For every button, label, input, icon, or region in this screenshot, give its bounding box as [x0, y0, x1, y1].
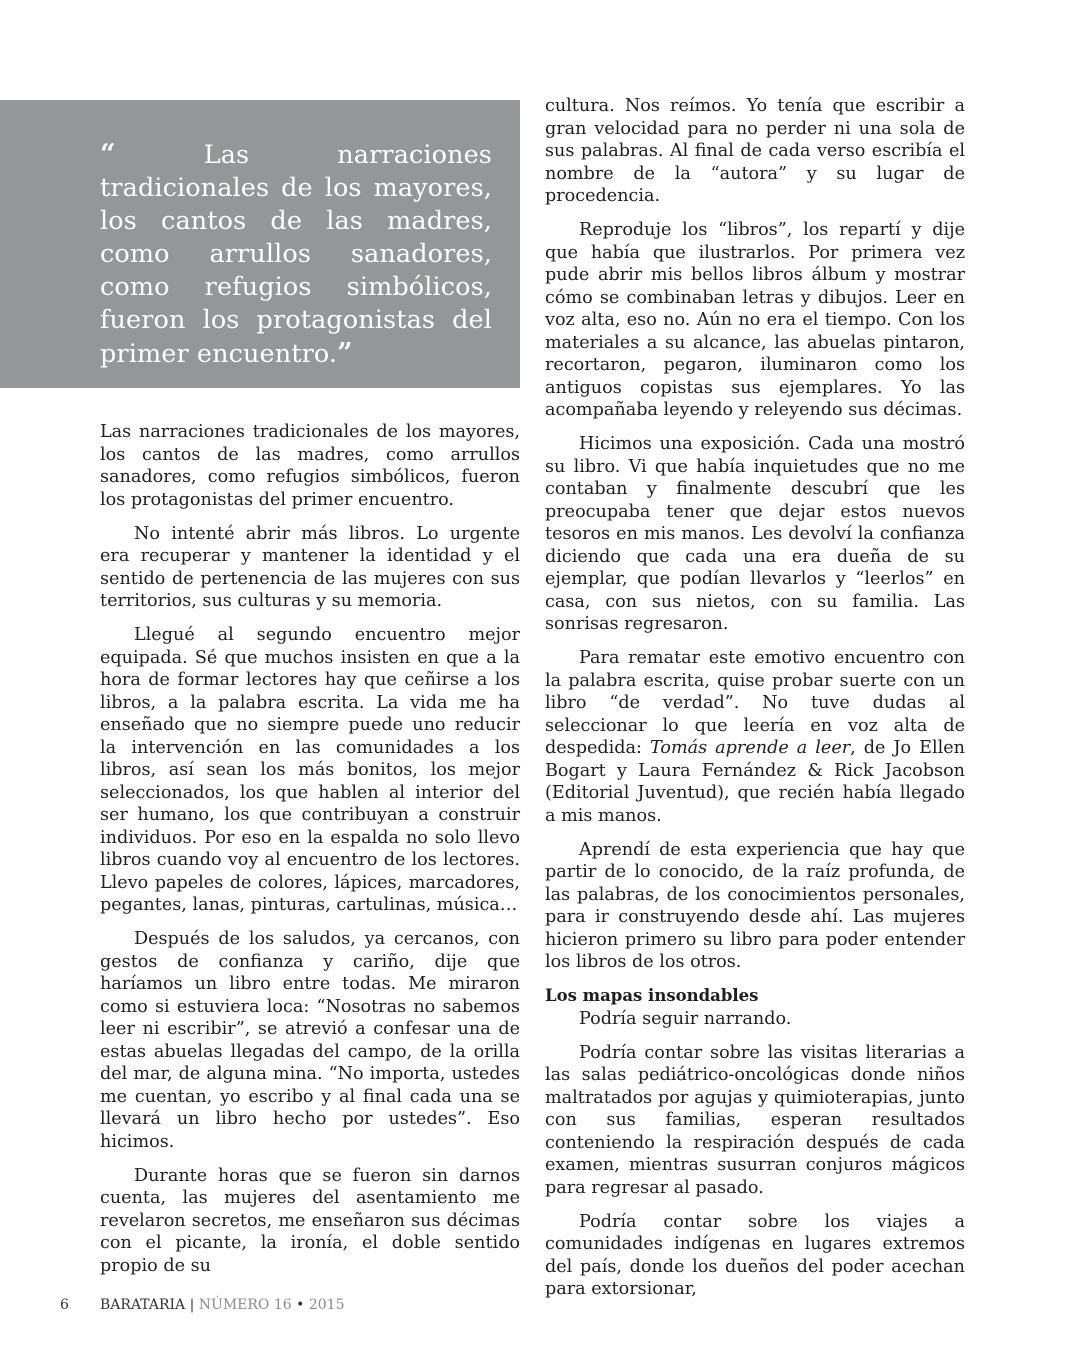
footer-separator: | [189, 1297, 195, 1313]
paragraph: cultura. Nos reímos. Yo tenía que escribir a gran velocidad para no perder ni una sola de sus palabras. Al final de cada verso escribía el nombre de la “autora” y su lugar de procedencia. [545, 96, 965, 206]
paragraph: Llegué al segundo encuentro mejor equipada. Sé que muchos insisten en que a la hora de formar lectores hay que ceñirse a los libros, a la palabra escrita. La vida me ha enseñado que no siempre puede uno reducir la intervención en las comunidades a los libros, así sean los más bonitos, los mejor seleccionados, los que hablen al interior del ser humano, los que contribuyan a construir individuos. Por eso en la espalda no solo llevo libros cuando voy al encuentro de los lectores. Llevo papeles de colores, lápices, marcadores, pegantes, lanas, pinturas, cartulinas, música… [100, 625, 520, 915]
paragraph: Aprendí de esta experiencia que hay que partir de lo conocido, de la raíz profunda, de las palabras, de los conocimientos personales, para ir construyendo desde ahí. Las mujeres hicieron primero su libro para poder entender los libros de los otros. [545, 839, 965, 972]
paragraph: Hicimos una exposición. Cada una mostró su libro. Vi que había inquietudes que no me contaban y finalmente descubrí que les preocupaba tener que dejar estos nuevos tesoros en mis manos. Les devolví la confianza diciendo que cada una era dueña de su ejemplar, que podían llevarlos y “leerlos” en casa, con sus nietos, con su familia. Las sonrisas regresaron. [545, 434, 965, 634]
paragraph: Podría contar sobre los viajes a comunidades indígenas en lugares extremos del país, donde los dueños del poder acechan para extorsionar, [545, 1211, 965, 1299]
paragraph: No intenté abrir más libros. Lo urgente era recuperar y mantener la identidad y el sentido de pertenencia de las mujeres con sus territorios, sus culturas y su memoria. [100, 523, 520, 611]
pull-quote-box [0, 100, 520, 388]
paragraph-text: , de Jo Ellen Bogart y Laura Fernández & Rick Jacobson (Editorial Juventud), que recién había llegado a mis manos. [545, 738, 966, 826]
paragraph: Después de los saludos, ya cercanos, con gestos de confianza y cariño, dije que haríamos un libro entre todas. Me miraron como si estuviera loca: “Nosotras no sabemos leer ni escribir”, se atrevió a confesar una de estas abuelas llegadas del campo, de la orilla del mar, de alguna mina. “No importa, ustedes me cuentan, yo escribo y al final cada una se llevará un libro hecho por ustedes”. Eso hicimos. [100, 929, 520, 1152]
paragraph: Podría contar sobre las visitas literarias a las salas pediátrico-oncológicas donde niños maltratados por agujas y quimioterapias, junto con sus familias, esperan resultados conteniendo la respiración después de cada examen, mientras susurran conjuros mágicos para regresar al pasado. [545, 1042, 965, 1198]
magazine-name: BARATARIA [100, 1297, 186, 1313]
paragraph: Reproduje los “libros”, los repartí y dije que había que ilustrarlos. Por primera vez pude abrir mis bellos libros álbum y mostrar cómo se combinaban letras y dibujos. Leer en voz alta, eso no. Aún no era el tiempo. Con los materiales a su alcance, las abuelas pintaron, recortaron, pegaron, iluminaron como los antiguos copistas sus ejemplares. Yo las acompañaba leyendo y releyendo sus décimas. [545, 220, 965, 420]
pull-quote-text [100, 138, 492, 371]
pull-quote-body: Las narraciones tradicionales de los mayores, los cantos de las madres, como arrullos sanadores, como refugios simbólicos, fueron los protagonistas del primer encuentro. [100, 140, 492, 369]
paragraph [545, 647, 965, 827]
paragraph: Durante horas que se fueron sin darnos cuenta, las mujeres del asentamiento me revelaron secretos, me enseñaron sus décimas con el picante, la ironía, el doble sentido propio de su [100, 1165, 520, 1276]
page-footer [60, 1297, 344, 1313]
book-title: Tomás aprende a leer [649, 738, 851, 758]
paragraph: Las narraciones tradicionales de los mayores, los cantos de las madres, como arrullos sanadores, como refugios simbólicos, fueron los protagonistas del primer encuentro. [100, 422, 520, 510]
footer-bullet: • [296, 1297, 305, 1313]
section-heading: Los mapas insondables [545, 986, 759, 1005]
issue-number: NÚMERO 16 [198, 1297, 292, 1313]
left-column [100, 421, 520, 1289]
issue-year: 2015 [308, 1297, 345, 1313]
paragraph-text: Para rematar este emotivo encuentro con la palabra escrita, quise probar suerte con un libro “de verdad”. No tuve dudas al seleccionar lo que leería en voz alta de despedida: [545, 648, 965, 758]
paragraph: Podría seguir narrando. [579, 1008, 792, 1029]
page-number: 6 [60, 1297, 69, 1313]
open-quote-mark: “ [100, 139, 116, 170]
right-column [545, 95, 965, 1312]
close-quote-mark: ” [337, 338, 353, 369]
